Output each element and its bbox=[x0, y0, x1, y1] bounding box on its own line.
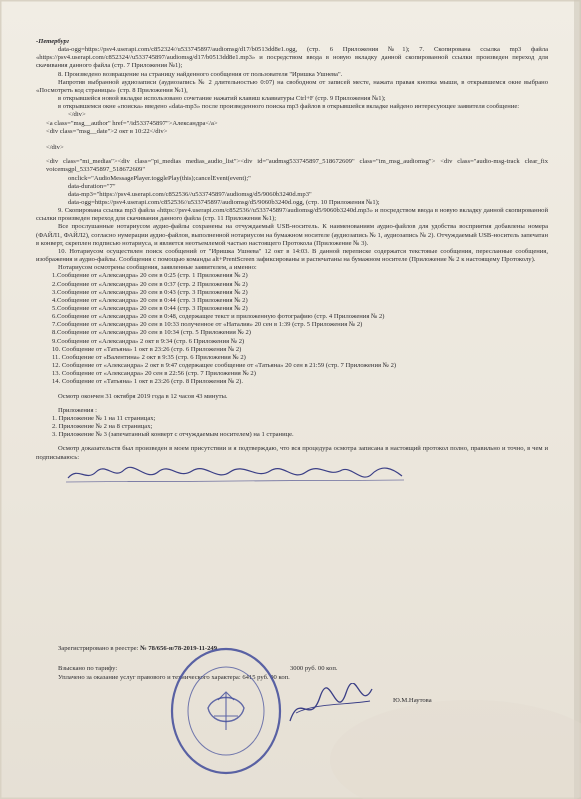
code-line: data-duration="7" bbox=[68, 182, 116, 190]
list-item: 13. Сообщение от «Александра» 20 сен в 22:56 (стр. 7 Приложения № 2) bbox=[52, 370, 256, 378]
list-item: 11. Сообщение от «Валентина» 2 окт в 9:35 (стр. 6 Приложения № 2) bbox=[52, 353, 246, 361]
list-item: 7.Сообщение от «Александра» 20 сен в 10:33 полученное от «Наталия» 20 сен в 1:39 (стр. 5 Приложения № 2) bbox=[52, 321, 363, 329]
notary-signature bbox=[286, 683, 376, 727]
list-item: 12. Сообщение от «Александра» 2 окт в 9:47 содержащее сообщение от «Татьяна» 20 сен в 21:59 (стр. 7 Приложения № 2) bbox=[52, 362, 397, 370]
document-body bbox=[36, 38, 548, 484]
paragraph-9: 9. Скопирована ссылка mp3 файла «https://psv4.userapi.com/c852536//u533745897/audiomsg/d5/9060b3240d.mp3» и посредством ввода в новую вкладку данной скопированной ссылки произведен переход для скачивания данного файла (стр. 11 Приложения №1); bbox=[36, 207, 548, 223]
code-line: data-mp3="https://psv4.userapi.com/c852536//u533745897/audiomsg/d5/9060b3240d.mp3" bbox=[68, 190, 312, 198]
list-item: 2. Приложение № 2 на 8 страницах; bbox=[52, 423, 153, 431]
code-line: <div class="mi_medias"><div class="pi_medias medias_audio_list"><div id="audmsg533745897_518672609" class="im_msg_audiomsg"> <div class="audio-msg-track clear_fix voicemsgpl_533745897_518672609" bbox=[46, 158, 548, 174]
list-item: 8.Сообщение от «Александра» 20 сен в 10:34 (стр. 5 Приложения № 2) bbox=[52, 329, 251, 337]
paragraph-10: 10. Нотариусом осуществлен поиск сообщений от "Иришка Ушнева" 12 окт в 14:03. В данной переписке содержатся текстовые сообщения, пересланные сообщения, изображения и аудио-файлы. Сообщения с помощью команды alt+PrentScreen зафиксированы и распечатаны на бумажном носителе (Приложение № 2 к настоящему Протоколу). bbox=[36, 247, 548, 264]
paragraph-8c: в открывшейся новой вкладке использовано сочетание нажатий клавиш клавиатуры Ctrl+F (стр. 9 Приложения №1); bbox=[58, 95, 386, 103]
code-block-1 bbox=[36, 111, 548, 152]
code-line: data-ogg=https://psv4.userapi.com/c852536//u533745897/audiomsg/d5/9060b3240d.ogg, (стр. 10 Приложения №1); bbox=[68, 198, 380, 206]
paid-label: Уплачено за оказание услуг правового и технического характера: 6415 руб. 00 коп. bbox=[58, 674, 290, 681]
list-item: 3.Сообщение от «Александра» 20 сен в 0:43 (стр. 3 Приложения № 2) bbox=[52, 288, 248, 296]
list-item: 10. Сообщение от «Татьяна» 1 окт в 23:26 (стр. 6 Приложения № 2) bbox=[52, 345, 242, 353]
list-item: 9.Сообщение от «Александра» 2 окт в 9:34 (стр. 6 Приложения № 2) bbox=[52, 337, 245, 345]
code-block-2 bbox=[36, 158, 548, 207]
applicant-signature-row bbox=[36, 462, 548, 484]
handwritten-signature bbox=[66, 464, 406, 486]
closing-statement: Осмотр доказательств был произведен в моем присутствии и я подтверждаю, что вся процедура осмотра записана в настоящий протокол полно, правильно и точно, в чем и подписываюсь: bbox=[36, 445, 548, 461]
list-item: 1.Сообщение от «Александра» 20 сен в 0:25 (стр. 1 Приложения № 2) bbox=[52, 272, 248, 280]
tariff-amount: 3000 руб. 00 коп. bbox=[290, 665, 338, 672]
code-line bbox=[46, 136, 548, 144]
paragraph-8: 8. Произведено возвращение на страницу найденного сообщения от пользователя "Иришка Ушнева". bbox=[58, 70, 343, 78]
list-item: 4.Сообщение от «Александра» 20 сен в 0:44 (стр. 3 Приложения № 2) bbox=[52, 296, 248, 304]
list-item: 6.Сообщение от «Александра» 20 сен в 0:48, содержащее текст и приложенную фотографию (стр. 4 Приложения № 2) bbox=[52, 313, 385, 321]
appendix-title: Приложения : bbox=[58, 406, 97, 414]
list-item: 14. Сообщение от «Татьяна» 1 окт в 23:26 (стр. 8 Приложения № 2). bbox=[52, 378, 244, 386]
notary-name: Ю.М.Наутова bbox=[393, 697, 432, 704]
code-line: <div class="msg__date">2 окт в 10:22</div> bbox=[46, 127, 168, 135]
code-line: onclick="AudioMessagePlayer.togglePlay(this);cancelEvent(event);" bbox=[68, 174, 251, 182]
city-header: -Петербург bbox=[36, 38, 70, 45]
notary-seal-icon bbox=[168, 646, 284, 776]
code-line: <a class="msg__author" href="/id533745897">Александра</a> bbox=[46, 119, 218, 127]
list-item: 2.Сообщение от «Александра» 20 сен в 0:37 (стр. 2 Приложения № 2) bbox=[52, 280, 248, 288]
tariff-label: Взыскано по тарифу: bbox=[58, 665, 118, 672]
list-item: 3. Приложение № 3 (запечатанный конверт с отчуждаемым носителем) на 1 странице. bbox=[52, 431, 294, 439]
list-item: 5.Сообщение от «Александра» 20 сен в 0:44 (стр. 3 Приложения № 2) bbox=[52, 305, 248, 312]
paragraph-usb: Все прослушанные нотариусом аудио-файлы сохранены на отчуждаемый USB-носитель. К наименованиям аудио-файлов для удобства восприятия добавлены номера (ФАЙЛ1, ФАЙЛ2), согласно нумерации аудио-файлов, выполненной нотариусом на бумажном носителе (аудиозапись № 1, аудиозапись № 2). Отчуждаемый USB-носитель запечатан в конверт, скреплен подписью нотариуса, и является неотъемлемой частью настоящего Протокола (Приложение № 3). bbox=[36, 223, 548, 247]
end-time: Осмотр окончен 31 октября 2019 года в 12 часов 43 минуты. bbox=[58, 392, 228, 400]
messages-list bbox=[36, 272, 548, 386]
messages-intro: Нотариусом осмотрены сообщения, заявленные заявителем, а именно: bbox=[58, 264, 257, 272]
appendix-list bbox=[36, 415, 548, 439]
paragraph-8b: Напротив выбранной аудиозаписи (аудиозапись № 2 длительностью 0:07) на свободном от записей месте, нажата правая кнопка мыши, в открывшемся окне выбрано «Посмотреть код страницы» (стр. 8 Приложения №1), bbox=[36, 78, 548, 94]
code-line: </div> bbox=[46, 144, 64, 152]
registry-label: Зарегистрировано в реестре: bbox=[58, 645, 139, 652]
code-line: </div> bbox=[68, 111, 86, 119]
list-item: 1. Приложение № 1 на 11 страницах; bbox=[52, 414, 156, 422]
paragraph-8d: в открывшемся окне «поиска» введено «data-mp3» после произведенного поиска mp3 файлов в открывшейся вкладке найдено интересующее заявителя сообщение: bbox=[58, 103, 520, 111]
registry-number: № 78/656-н/78-2019-11-249 bbox=[140, 645, 218, 652]
paragraph-data-ogg: data-ogg=https://psv4.userapi.com/c852324//u533745897/audiomsg/d17/b0513dd8e1.ogg, (стр. 6 Приложения №1); 7. Скопирована ссылка mp3 файла «https://psv4.userapi.com/c852324//u533745897/audiomsg/d17/b0513dd8e1.mp3» и посредством ввода в новую вкладку данной скопированной ссылки произведен переход для скачивания данного файла (стр. 7 Приложения №1); bbox=[36, 46, 548, 70]
